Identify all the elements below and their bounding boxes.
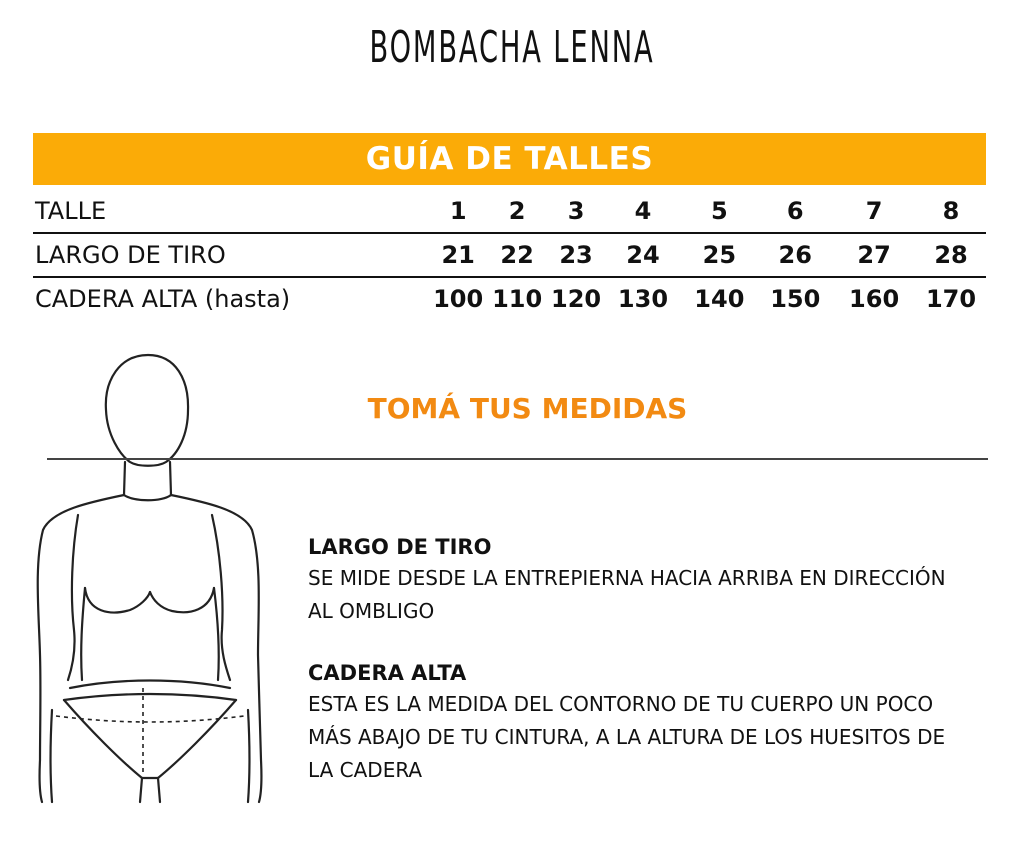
cell-hip: 160 (849, 285, 900, 313)
cell-size: 1 (429, 190, 488, 233)
cell-hip: 130 (617, 285, 669, 313)
section-divider (47, 458, 988, 460)
cell-hip: 150 (770, 285, 821, 313)
page-title: BOMBACHA LENNA (369, 22, 655, 73)
table-row-size (33, 190, 986, 233)
table-row-rise (33, 233, 986, 277)
cell-size: 5 (680, 190, 758, 233)
cell-hip: 120 (551, 285, 602, 313)
instruction-hip (308, 658, 968, 787)
cell-size: 3 (547, 190, 606, 233)
size-guide-title: GUÍA DE TALLES (365, 141, 654, 177)
cell-rise: 23 (547, 233, 606, 277)
cell-rise: 26 (758, 233, 832, 277)
cell-size: 6 (758, 190, 832, 233)
instruction-heading: CADERA ALTA (308, 661, 467, 685)
cell-rise: 22 (488, 233, 547, 277)
cell-rise: 25 (680, 233, 758, 277)
row-label: TALLE (33, 190, 429, 233)
cell-rise: 24 (606, 233, 681, 277)
instruction-heading: LARGO DE TIRO (308, 535, 492, 559)
cell-hip: 140 (694, 285, 745, 313)
cell-rise: 27 (832, 233, 916, 277)
cell-hip: 170 (925, 285, 977, 313)
instruction-text: SE MIDE DESDE LA ENTREPIERNA HACIA ARRIBA EN DIRECCIÓN AL OMBLIGO (308, 566, 946, 623)
measure-title: TOMÁ TUS MEDIDAS (367, 392, 688, 425)
cell-size: 8 (916, 190, 986, 233)
size-table (33, 190, 986, 320)
cell-hip: 100 (433, 285, 484, 313)
row-label: LARGO DE TIRO (33, 233, 429, 277)
table-row-hip (33, 277, 986, 320)
instruction-text: ESTA ES LA MEDIDA DEL CONTORNO DE TU CUERPO UN POCO MÁS ABAJO DE TU CINTURA, A LA ALTURA DE LOS HUESITOS DE LA CADERA (308, 692, 946, 782)
measurement-instructions (308, 532, 968, 787)
cell-size: 7 (832, 190, 916, 233)
row-label: CADERA ALTA (hasta) (35, 285, 291, 313)
cell-rise: 21 (429, 233, 488, 277)
body-outline-illustration (30, 350, 280, 810)
size-guide-banner (33, 133, 986, 185)
cell-size: 4 (606, 190, 681, 233)
cell-hip: 110 (492, 285, 543, 313)
cell-rise: 28 (916, 233, 986, 277)
cell-size: 2 (488, 190, 547, 233)
instruction-rise (308, 532, 968, 628)
